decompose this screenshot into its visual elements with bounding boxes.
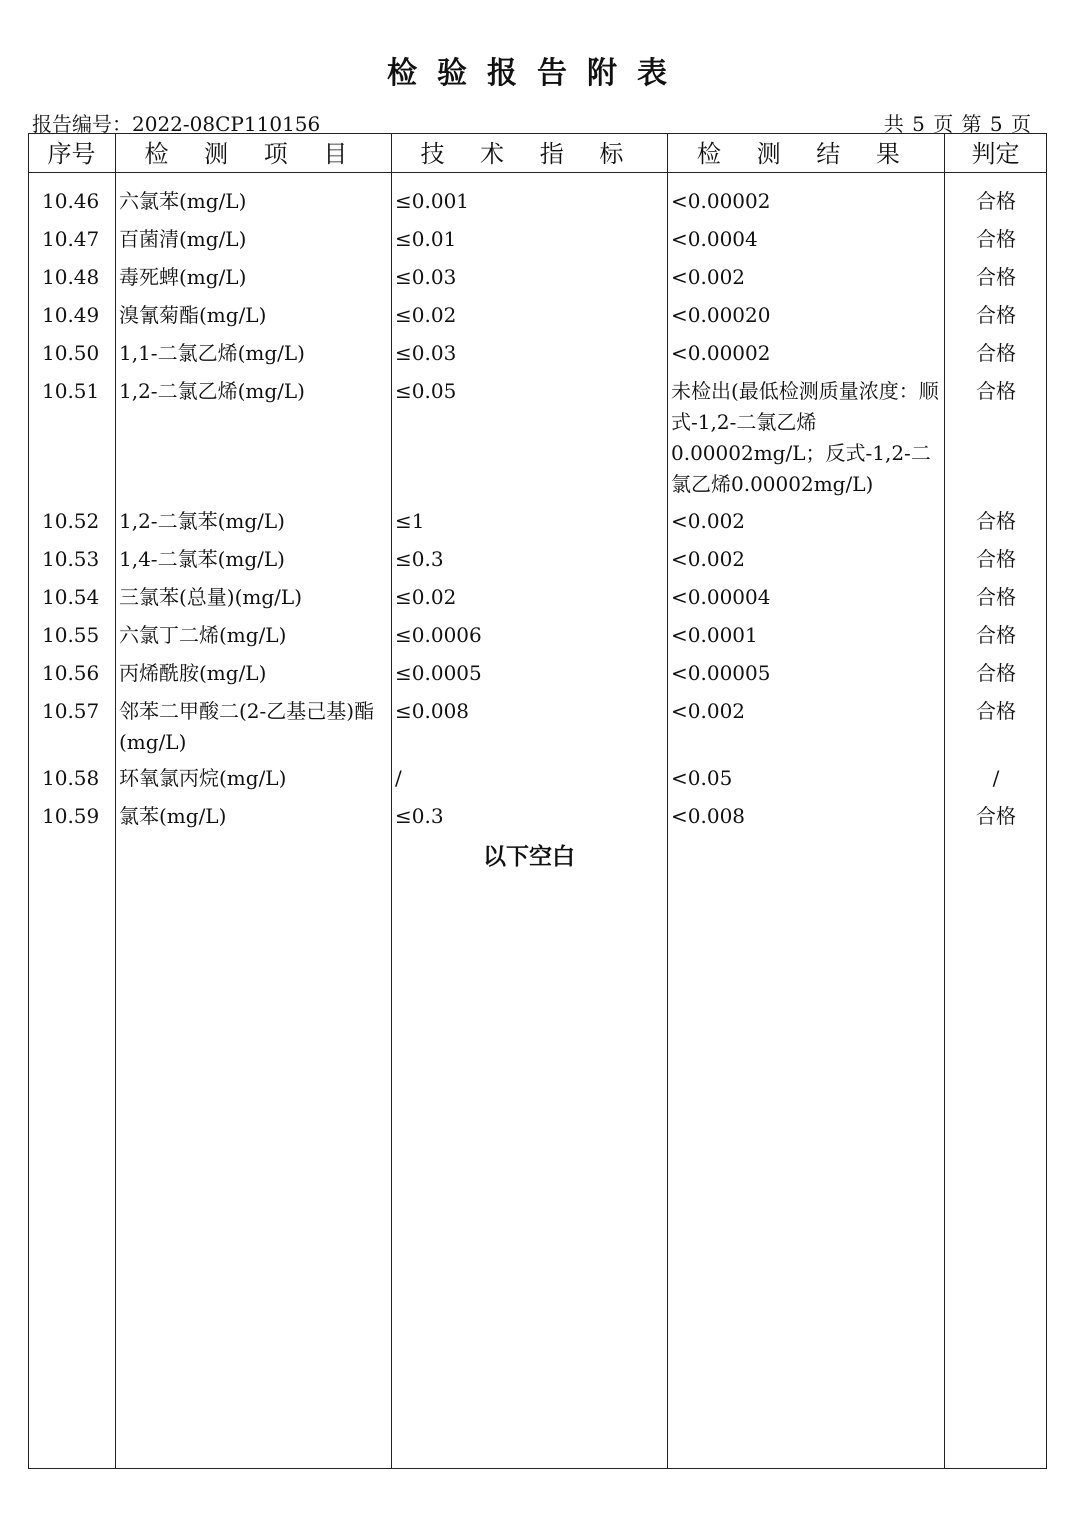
row-result: <0.0004 <box>671 227 758 251</box>
row-index: 10.47 <box>42 227 100 251</box>
row-result: <0.002 <box>671 265 746 289</box>
row-result: <0.008 <box>671 804 746 828</box>
row-judgement: 合格 <box>976 804 1016 828</box>
column-divider <box>391 133 392 1469</box>
row-item: 丙烯酰胺(mg/L) <box>119 661 267 685</box>
row-index: 10.48 <box>42 265 100 289</box>
row-judgement: 合格 <box>976 227 1016 251</box>
row-spec: ≤0.05 <box>395 379 457 403</box>
row-spec: ≤1 <box>395 509 425 533</box>
row-item: 1,1-二氯乙烯(mg/L) <box>119 341 305 365</box>
row-item: 1,4-二氯苯(mg/L) <box>119 547 285 571</box>
row-spec: ≤0.0006 <box>395 623 482 647</box>
header-judgement: 判定 <box>971 140 1020 168</box>
row-item: 毒死蜱(mg/L) <box>119 265 247 289</box>
row-judgement: / <box>992 766 1000 790</box>
document-title: 检验报告附表 <box>387 56 687 91</box>
row-spec: ≤0.001 <box>395 189 470 213</box>
column-divider <box>115 133 116 1469</box>
row-spec: / <box>395 766 402 790</box>
row-judgement: 合格 <box>976 265 1016 289</box>
row-item: 百菌清(mg/L) <box>119 227 247 251</box>
row-judgement: 合格 <box>976 623 1016 647</box>
row-item: 三氯苯(总量)(mg/L) <box>119 585 302 609</box>
row-result: <0.00005 <box>671 661 771 685</box>
row-result: <0.00002 <box>671 341 771 365</box>
row-result: 未检出(最低检测质量浓度：顺式-1,2-二氯乙烯0.00002mg/L；反式-1,2-二氯乙烯0.00002mg/L) <box>671 379 939 496</box>
row-index: 10.53 <box>42 547 100 571</box>
row-index: 10.51 <box>42 379 100 403</box>
row-index: 10.52 <box>42 509 100 533</box>
row-judgement: 合格 <box>976 547 1016 571</box>
row-item: 邻苯二甲酸二(2-乙基己基)酯(mg/L) <box>119 699 375 754</box>
row-judgement: 合格 <box>976 509 1016 533</box>
row-judgement: 合格 <box>976 585 1016 609</box>
row-index: 10.46 <box>42 189 100 213</box>
report-number: 报告编号：2022-08CP110156 <box>32 112 321 136</box>
row-spec: ≤0.01 <box>395 227 457 251</box>
row-judgement: 合格 <box>976 303 1016 327</box>
row-index: 10.56 <box>42 661 100 685</box>
row-spec: ≤0.3 <box>395 804 444 828</box>
row-judgement: 合格 <box>976 379 1016 403</box>
row-judgement: 合格 <box>976 189 1016 213</box>
row-item: 六氯苯(mg/L) <box>119 189 247 213</box>
header-item: 检 测 项 目 <box>144 140 362 168</box>
row-item: 环氧氯丙烷(mg/L) <box>119 766 287 790</box>
row-index: 10.49 <box>42 303 100 327</box>
row-judgement: 合格 <box>976 341 1016 365</box>
header-index: 序号 <box>47 140 96 168</box>
row-result: <0.002 <box>671 699 746 723</box>
column-divider <box>944 133 945 1469</box>
row-result: <0.00002 <box>671 189 771 213</box>
row-result: <0.05 <box>671 766 733 790</box>
row-result: <0.002 <box>671 547 746 571</box>
column-divider <box>667 133 668 1469</box>
row-index: 10.59 <box>42 804 100 828</box>
row-spec: ≤0.008 <box>395 699 470 723</box>
row-index: 10.57 <box>42 699 100 723</box>
page-info: 共 5 页 第 5 页 <box>883 112 1032 136</box>
row-result: <0.00020 <box>671 303 771 327</box>
row-item: 氯苯(mg/L) <box>119 804 227 828</box>
row-item: 溴氰菊酯(mg/L) <box>119 303 267 327</box>
row-index: 10.50 <box>42 341 100 365</box>
row-item: 1,2-二氯乙烯(mg/L) <box>119 379 305 403</box>
row-judgement: 合格 <box>976 661 1016 685</box>
row-item: 1,2-二氯苯(mg/L) <box>119 509 285 533</box>
header-spec: 技 术 指 标 <box>420 140 638 168</box>
row-result: <0.0001 <box>671 623 758 647</box>
header-result: 检 测 结 果 <box>697 140 914 168</box>
row-spec: ≤0.3 <box>395 547 444 571</box>
row-judgement: 合格 <box>976 699 1016 723</box>
end-of-table-note: 以下空白 <box>483 844 575 870</box>
row-index: 10.54 <box>42 585 100 609</box>
row-result: <0.00004 <box>671 585 771 609</box>
row-index: 10.58 <box>42 766 100 790</box>
row-index: 10.55 <box>42 623 100 647</box>
row-spec: ≤0.02 <box>395 303 457 327</box>
header-divider <box>28 172 1047 173</box>
row-spec: ≤0.0005 <box>395 661 482 685</box>
row-result: <0.002 <box>671 509 746 533</box>
row-item: 六氯丁二烯(mg/L) <box>119 623 287 647</box>
row-spec: ≤0.02 <box>395 585 457 609</box>
row-spec: ≤0.03 <box>395 341 457 365</box>
row-spec: ≤0.03 <box>395 265 457 289</box>
